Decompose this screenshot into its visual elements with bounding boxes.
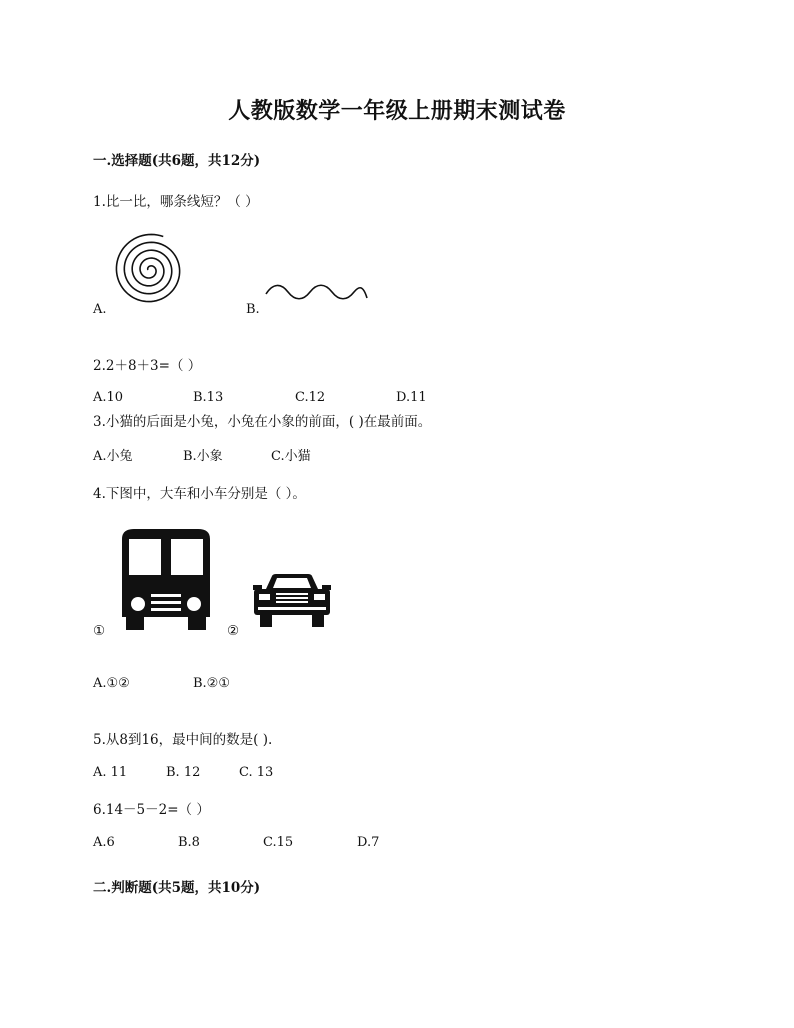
figure-label-2: ②: [227, 623, 240, 639]
bus-icon: [118, 527, 214, 631]
question-1-option-a[interactable]: A.: [93, 302, 107, 317]
car-icon: [252, 573, 332, 629]
question-4-option-b[interactable]: B.②①: [193, 676, 230, 691]
question-5-stem: 5.从8到16，最中间的数是( ).: [93, 732, 273, 748]
question-6-option-c[interactable]: C.15: [263, 835, 294, 850]
question-3-option-c[interactable]: C.小猫: [271, 449, 311, 464]
question-4-option-a[interactable]: A.①②: [93, 676, 130, 691]
spiral-line-figure: [110, 228, 210, 308]
question-5-option-a[interactable]: A. 11: [93, 765, 128, 780]
question-2-option-d[interactable]: D.11: [396, 390, 427, 405]
question-2-stem: 2.2＋8＋3=（ ）: [93, 358, 202, 374]
question-3-stem: 3.小猫的后面是小兔，小兔在小象的前面，( )在最前面。: [93, 414, 432, 430]
question-2-option-b[interactable]: B.13: [193, 390, 224, 405]
question-2-option-a[interactable]: A.10: [93, 390, 124, 405]
question-6-option-d[interactable]: D.7: [357, 835, 380, 850]
question-2-option-c[interactable]: C.12: [295, 390, 326, 405]
figure-label-1: ①: [93, 623, 106, 639]
question-6-option-b[interactable]: B.8: [178, 835, 200, 850]
question-3-option-b[interactable]: B.小象: [183, 449, 223, 464]
question-1-option-b[interactable]: B.: [246, 302, 260, 317]
section-heading-choice: 一.选择题(共6题，共12分): [93, 153, 261, 169]
question-1-stem: 1.比一比，哪条线短？（ ）: [93, 194, 259, 210]
question-6-stem: 6.14－5－2=（ ）: [93, 802, 210, 818]
question-6-option-a[interactable]: A.6: [93, 835, 115, 850]
wavy-line-figure: [264, 280, 370, 304]
section-heading-judgment: 二.判断题(共5题，共10分): [93, 880, 261, 896]
question-3-option-a[interactable]: A.小兔: [93, 449, 133, 464]
page-title: 人教版数学一年级上册期末测试卷: [228, 98, 566, 124]
question-5-option-b[interactable]: B. 12: [166, 765, 201, 780]
question-4-stem: 4.下图中，大车和小车分别是（ ）。: [93, 486, 306, 502]
question-5-option-c[interactable]: C. 13: [239, 765, 274, 780]
